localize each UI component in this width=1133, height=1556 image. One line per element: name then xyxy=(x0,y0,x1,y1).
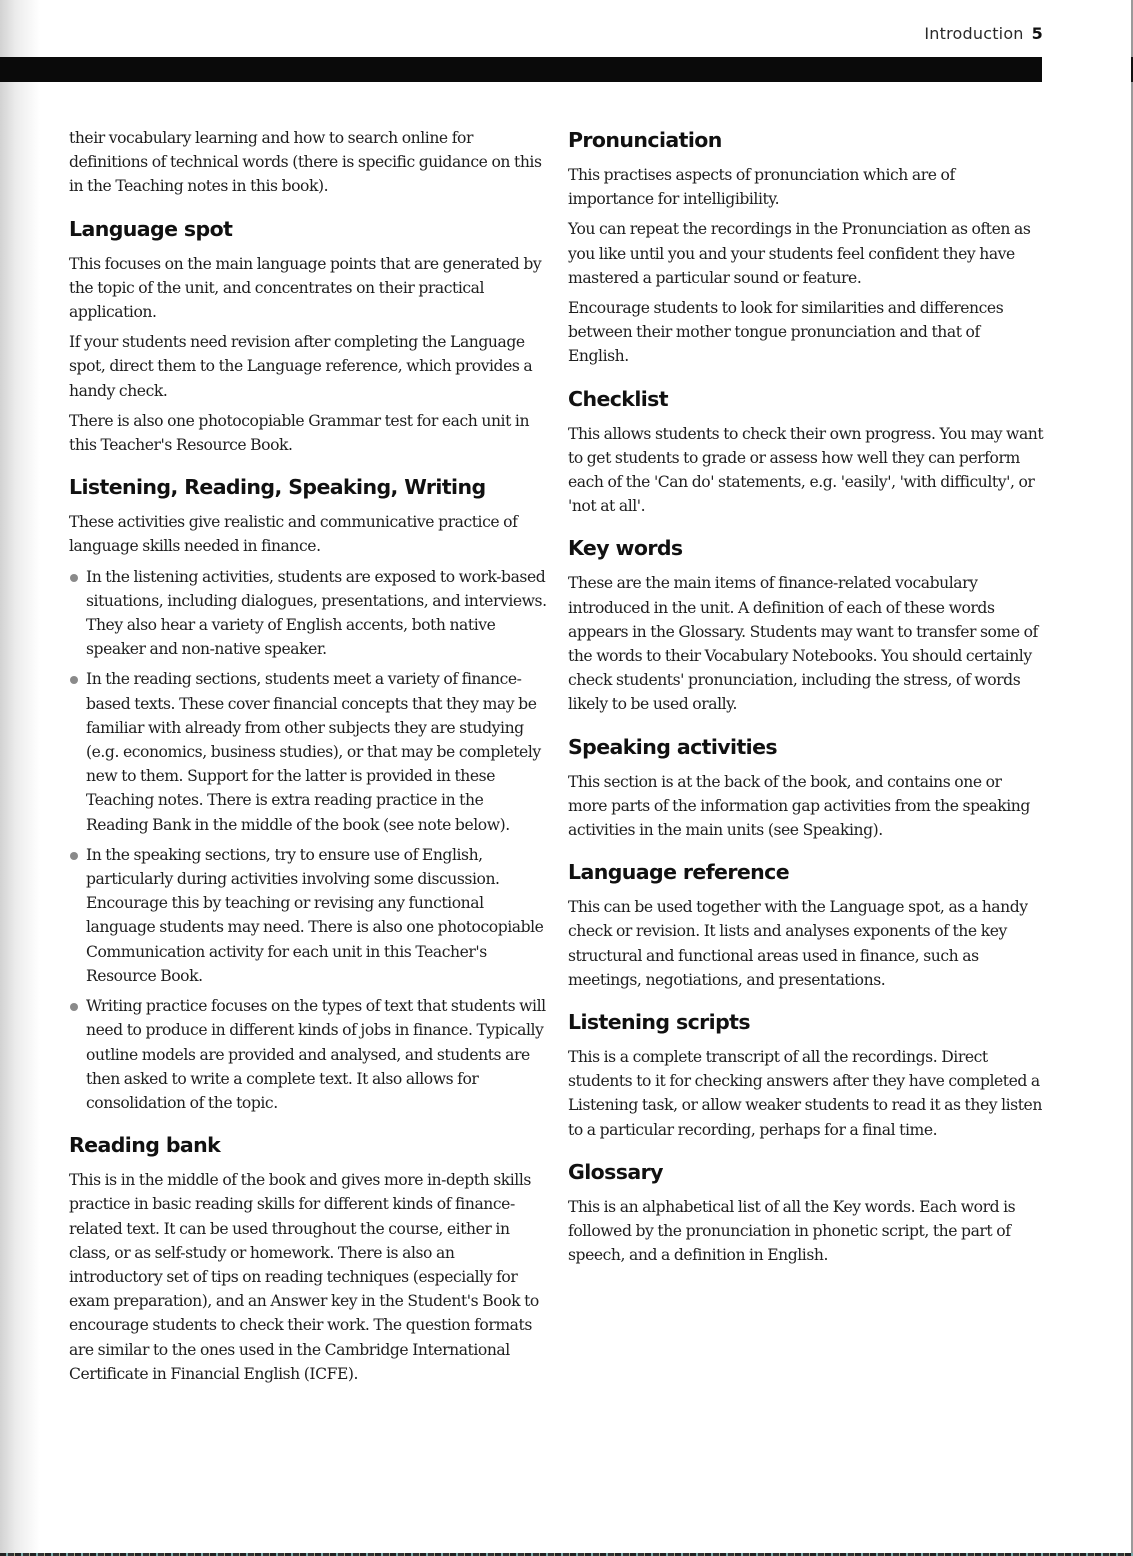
section-listening-scripts xyxy=(568,1008,1044,1142)
paragraph: These are the main items of finance-related vocabulary introduced in the unit. A definition of each of these words appears in the Glossary. Students may want to transfer some of the words to their Vocabulary Notebooks. You should certainly check students' pronunciation, including the stress, of words likely to be used orally. xyxy=(568,574,1038,714)
paragraph: There is also one photocopiable Grammar test for each unit in this Teacher's Resource Book. xyxy=(69,411,530,455)
bullet-dot-icon xyxy=(70,852,78,860)
bullet-dot-icon xyxy=(70,574,78,582)
header-rule-bar xyxy=(0,57,1042,82)
bullet-text: Writing practice focuses on the types of text that students will need to produce in different kinds of jobs in finance. Typically outline models are provided and analysed, and students are then asked to write a complete text. It also allows for consolidation of the topic. xyxy=(86,997,546,1112)
running-header xyxy=(924,24,1043,43)
paragraph: You can repeat the recordings in the Pronunciation as often as you like until you and your students feel confident they have mastered a particular sound or feature. xyxy=(568,220,1031,287)
section-heading: Language spot xyxy=(69,216,233,241)
paragraph: This can be used together with the Language spot, as a handy check or revision. It lists and analyses exponents of the key structural and functional areas used in finance, such as meetings, negotiations, and presentations. xyxy=(568,898,1028,989)
bullet-item-reading xyxy=(69,667,547,836)
paragraph: This focuses on the main language points that are generated by the topic of the unit, and concentrates on their practical application. xyxy=(69,254,542,322)
bullet-text: In the listening activities, students are exposed to work-based situations, including dialogues, presentations, and interviews. They also hear a variety of English accents, both native speaker and non-native speaker. xyxy=(86,567,547,659)
bullet-text: In the reading sections, students meet a variety of finance-based texts. These cover financial concepts that they may be familiar with already from other subjects they are studying (e.g. economics, business studies), or that may be completely new to them. Support for the latter is provided in these Teaching notes. There is extra reading practice in the Reading Bank in the middle of the book (see note below). xyxy=(86,670,541,834)
bullet-text: In the speaking sections, try to ensure use of English, particularly during activities involving some discussion. Encourage this by teaching or revising any functional language students may need. There is also one photocopiable Communication activity for each unit in this Teacher's Resource Book. xyxy=(86,845,544,985)
bullet-dot-icon xyxy=(70,1003,78,1011)
section-heading: Glossary xyxy=(568,1159,663,1184)
section-language-reference xyxy=(568,858,1044,992)
right-column xyxy=(568,126,1044,1274)
section-key-words xyxy=(568,534,1044,716)
paragraph: This allows students to check their own progress. You may want to get students to grade or assess how well they can perform each of the 'Can do' statements, e.g. 'easily', 'with difficulty', or 'not at all'. xyxy=(568,424,1044,516)
section-heading: Key words xyxy=(568,536,683,561)
section-pronunciation xyxy=(568,126,1044,369)
paragraph: Encourage students to look for similarities and differences between their mother tongue pronunciation and that of English. xyxy=(568,299,1004,366)
skills-bullet-list xyxy=(69,565,547,1115)
section-skills xyxy=(69,473,547,1115)
paragraph: This practises aspects of pronunciation which are of importance for intelligibility. xyxy=(568,166,955,209)
paragraph: This section is at the back of the book, and contains one or more parts of the information gap activities from the speaking activities in the main units (see Speaking). xyxy=(568,772,1030,840)
left-column xyxy=(69,126,547,1392)
paragraph: This is an alphabetical list of all the Key words. Each word is followed by the pronunciation in phonetic script, the part of speech, and a definition in English. xyxy=(568,1197,1016,1265)
section-language-spot xyxy=(69,215,547,458)
section-reading-bank xyxy=(69,1131,547,1386)
section-continuation xyxy=(69,126,547,199)
section-heading: Listening, Reading, Speaking, Writing xyxy=(69,475,486,500)
bullet-item-speaking xyxy=(69,843,547,988)
section-checklist xyxy=(568,385,1044,519)
continuation-paragraph: their vocabulary learning and how to search online for definitions of technical words (there is specific guidance on this in the Teaching notes in this book). xyxy=(69,129,542,196)
bullet-dot-icon xyxy=(70,676,78,684)
section-heading: Language reference xyxy=(568,860,790,885)
section-heading: Listening scripts xyxy=(568,1010,750,1035)
paragraph: This is in the middle of the book and gives more in-depth skills practice in basic reading skills for different kinds of finance-related text. It can be used throughout the course, either in class, or as self-study or homework. There is also an introductory set of tips on reading techniques (especially for exam preparation), and an Answer key in the Student's Book to encourage students to check their work. The question formats are similar to the ones used in the Cambridge International Certificate in Financial English (ICFE). xyxy=(69,1171,539,1383)
bullet-item-listening xyxy=(69,565,547,662)
paragraph: These activities give realistic and communicative practice of language skills needed in finance. xyxy=(69,513,518,556)
page-number: 5 xyxy=(1031,24,1043,43)
section-heading: Checklist xyxy=(568,386,668,411)
section-heading: Reading bank xyxy=(69,1133,221,1158)
bullet-item-writing xyxy=(69,994,547,1115)
section-heading: Speaking activities xyxy=(568,734,777,759)
section-heading: Pronunciation xyxy=(568,128,722,152)
page-gutter-shadow xyxy=(0,0,40,1556)
section-speaking-activities xyxy=(568,733,1044,843)
running-header-title: Introduction xyxy=(924,24,1024,43)
paragraph: This is a complete transcript of all the recordings. Direct students to it for checking answers after they have completed a Listening task, or allow weaker students to read it as they listen to a particular recording, perhaps for a final time. xyxy=(568,1048,1042,1139)
paragraph: If your students need revision after completing the Language spot, direct them to the Language reference, which provides a handy check. xyxy=(69,333,533,400)
section-glossary xyxy=(568,1158,1044,1268)
